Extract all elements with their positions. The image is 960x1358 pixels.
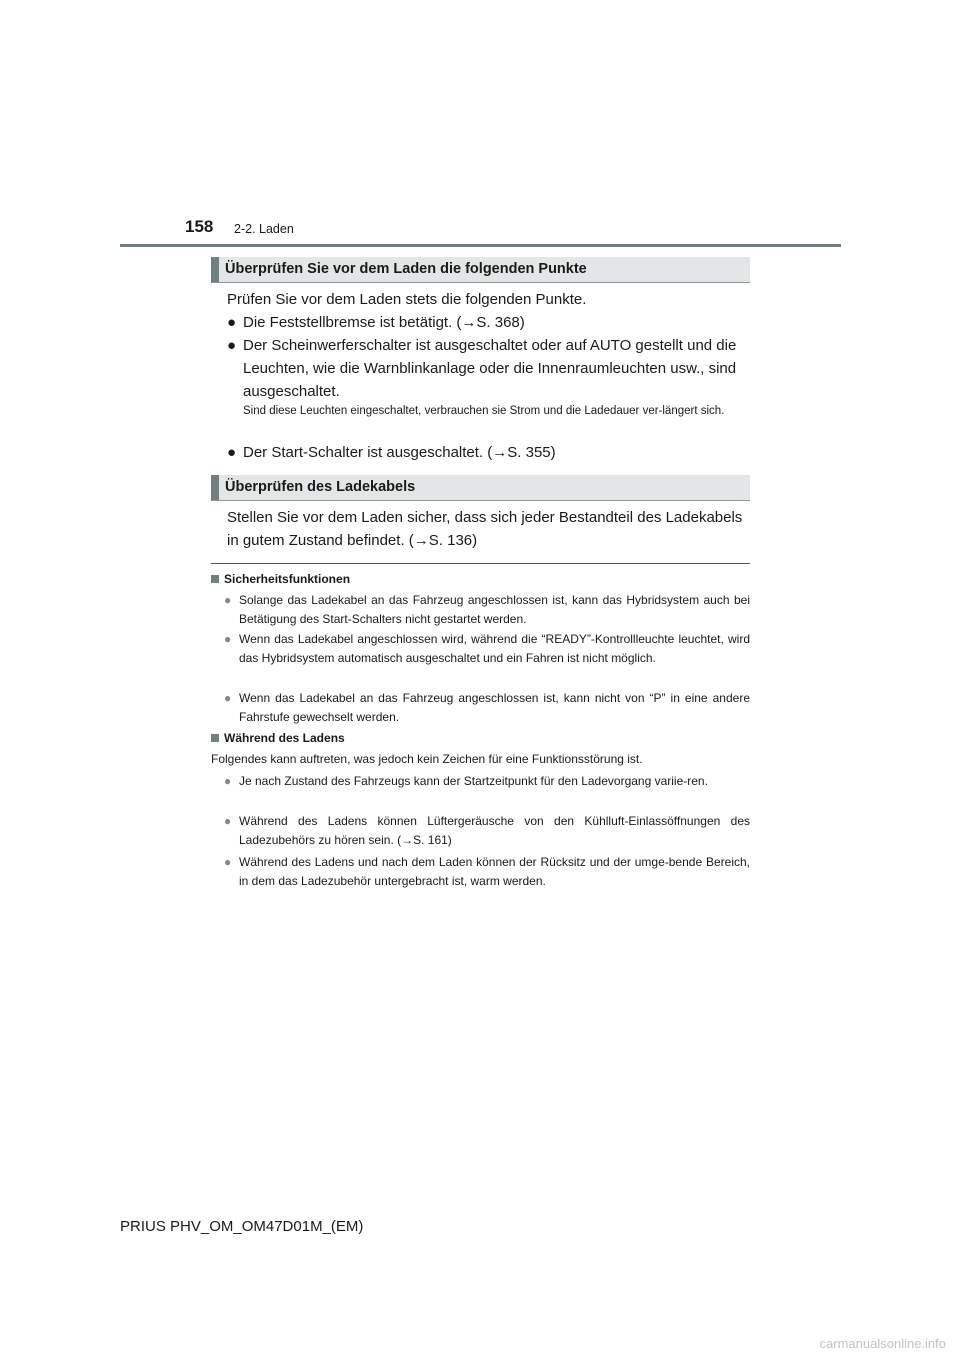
section-heading-cable: [211, 475, 750, 501]
safety-item: [211, 591, 750, 629]
section-label: 2-2. Laden: [234, 222, 294, 236]
square-bullet-icon: [211, 575, 219, 583]
heading-bar: [211, 475, 219, 500]
safety-item-text: Solange das Ladekabel an das Fahrzeug angeschlossen ist, kann das Hybridsystem auch bei Betätigung des Start-Schalters nicht gestartet werden.: [239, 593, 750, 626]
bullet-icon: ●: [224, 855, 232, 869]
page-number: 158: [185, 217, 214, 236]
section-heading-text: Überprüfen Sie vor dem Laden die folgenden Punkte: [225, 261, 587, 277]
bullet-icon: ●: [227, 444, 237, 461]
square-bullet-icon: [211, 734, 219, 742]
subheading-text: Während des Ladens: [224, 731, 345, 745]
bullet-parking-brake: [227, 311, 752, 334]
safety-item: [211, 689, 750, 727]
heading-bar: [211, 257, 219, 282]
bullet-icon: ●: [224, 691, 232, 705]
bullet-icon: ●: [227, 337, 237, 354]
section-heading-text: Überprüfen des Ladekabels: [225, 479, 416, 495]
bullet-icon: ●: [227, 314, 237, 331]
safety-item-text: Wenn das Ladekabel angeschlossen wird, während die “READY”-Kontrollleuchte leuchtet, wird das Hybridsystem automatisch ausgeschaltet und ein Fahren ist nicht möglich.: [239, 632, 750, 665]
bullet-text: Der Scheinwerferschalter ist ausgeschaltet oder auf AUTO gestellt und die Leuchten, wie die Warnblinkanlage oder die Innenraumleuchten usw., sind ausgeschaltet.: [243, 337, 737, 400]
watermark: carmanualsonline.info: [819, 1336, 946, 1351]
footer-doc-code: PRIUS PHV_OM_OM47D01M_(EM): [120, 1218, 364, 1235]
intro-text: Prüfen Sie vor dem Laden stets die folgenden Punkte.: [227, 291, 587, 308]
charging-item-text: Während des Ladens und nach dem Laden können der Rücksitz und der umge-bende Bereich, in dem das Ladezubehör untergebracht ist, warm werden.: [239, 855, 750, 888]
charging-item: [211, 772, 750, 791]
bullet-icon: ●: [224, 632, 232, 646]
charging-item-text: Je nach Zustand des Fahrzeugs kann der Startzeitpunkt für den Ladevorgang variie-ren.: [239, 774, 708, 788]
headlights-note: Sind diese Leuchten eingeschaltet, verbrauchen sie Strom und die Ladedauer ver-längert sich.: [243, 405, 725, 417]
charging-intro: Folgendes kann auftreten, was jedoch kein Zeichen für eine Funktionsstörung ist.: [211, 752, 643, 766]
bullet-start-switch: [227, 441, 752, 464]
cable-text: Stellen Sie vor dem Laden sicher, dass sich jeder Bestandteil des Ladekabels in gutem Zustand befindet. (→S. 136): [227, 509, 743, 549]
divider: [211, 563, 750, 564]
bullet-text: Der Start-Schalter ist ausgeschaltet. (→S. 355): [243, 444, 556, 461]
charging-item: [211, 853, 750, 891]
subheading-text: Sicherheitsfunktionen: [224, 572, 351, 586]
bullet-icon: ●: [224, 774, 232, 788]
bullet-icon: ●: [224, 814, 232, 828]
charging-item: [211, 812, 750, 850]
header-rule: [120, 244, 841, 247]
charging-item-text: Während des Ladens können Lüftergeräusche von den Kühlluft-Einlassöffnungen des Ladezubehörs zu hören sein. (→S. 161): [239, 814, 750, 847]
subheading-charging: [211, 729, 345, 747]
safety-item-text: Wenn das Ladekabel an das Fahrzeug angeschlossen ist, kann nicht von “P” in eine andere Fahrstufe gewechselt werden.: [239, 691, 750, 724]
bullet-text: Die Feststellbremse ist betätigt. (→S. 368): [243, 314, 525, 331]
section-heading-check-points: [211, 257, 750, 283]
subheading-safety: [211, 570, 350, 588]
safety-item: [211, 630, 750, 668]
bullet-icon: ●: [224, 593, 232, 607]
bullet-headlights: [227, 334, 752, 403]
